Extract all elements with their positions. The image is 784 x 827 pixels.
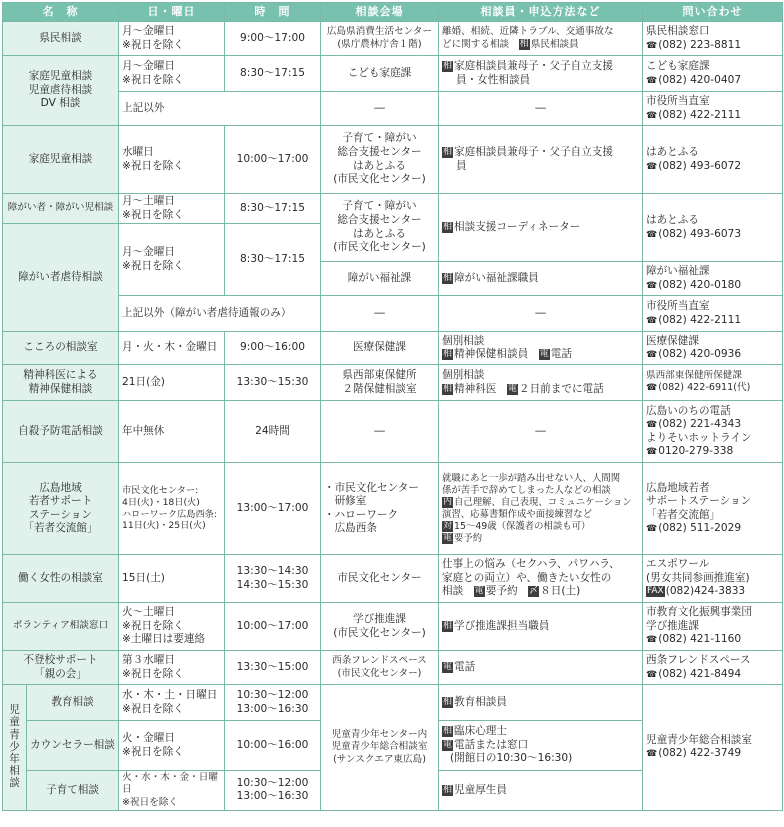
row-time: 10:30～12:00 13:00～16:30: [225, 771, 321, 811]
row-contact: エスポワール (男女共同参画推進室) FAX (082)424-3833: [643, 555, 783, 603]
header-date: 日・曜日: [119, 3, 225, 22]
row-date: 月～金曜日 ※祝日を除く: [119, 22, 225, 56]
row-venue: 障がい福祉課: [321, 262, 439, 296]
row-name: 障がい者・障がい児相談: [3, 194, 119, 224]
row-time: 10:30～12:00 13:00～16:30: [225, 685, 321, 721]
table-row: [3, 22, 783, 56]
row-contact: 県西部東保健所保健課 ☎(082) 422-6911(代): [643, 365, 783, 401]
row-venue: こども家庭課: [321, 56, 439, 92]
so-tag-icon: 相: [443, 696, 453, 707]
table-row: [3, 92, 783, 126]
so-tag-icon: 相: [443, 221, 453, 232]
den-tag-icon: 電: [443, 661, 453, 672]
row-contact: 広島地域若者 サポートステーション 「若者交流館」 ☎(082) 511-2029: [643, 463, 783, 555]
row-venue: 医療保健課: [321, 332, 439, 365]
row-venue: 西条フレンドスペース (市民文化センター): [321, 651, 439, 685]
row-name: カウンセラー相談: [27, 721, 119, 771]
row-contact: こども家庭課 ☎(082) 420-0407: [643, 56, 783, 92]
phone-icon: ☎: [646, 229, 658, 240]
phone-icon: ☎: [646, 350, 658, 361]
row-venue: ―: [321, 296, 439, 332]
row-contact: 県民相談窓口 ☎(082) 223-8811: [643, 22, 783, 56]
row-time: 13:30～15:00: [225, 651, 321, 685]
row-date: 年中無休: [119, 401, 225, 463]
table-row: [3, 296, 783, 332]
row-time: 9:00～17:00: [225, 22, 321, 56]
table-row: [3, 463, 783, 555]
row-name: 不登校サポート 「親の会」: [3, 651, 119, 685]
row-name: 子育て相談: [27, 771, 119, 811]
row-name: 働く女性の相談室: [3, 555, 119, 603]
row-name: 広島地域 若者サポート ステーション 「若者交流館」: [3, 463, 119, 555]
row-contact: 医療保健課 ☎(082) 420-0936: [643, 332, 783, 365]
row-name: 精神科医による 精神保健相談: [3, 365, 119, 401]
row-contact: 市役所当直室 ☎(082) 422-2111: [643, 92, 783, 126]
so-tag-icon: 相: [443, 146, 453, 157]
table-row: [3, 685, 783, 721]
row-venue: 市民文化センター: [321, 555, 439, 603]
row-time: 24時間: [225, 401, 321, 463]
row-staff: ―: [439, 92, 643, 126]
row-staff: 相 児童厚生員: [439, 771, 643, 811]
row-staff: 相 相談支援コーディネーター: [439, 194, 643, 262]
row-staff: 相 障がい福祉課職員: [439, 262, 643, 296]
phone-icon: ☎: [646, 161, 658, 172]
row-time: 8:30～17:15: [225, 56, 321, 92]
row-date: 月～金曜日 ※祝日を除く: [119, 224, 225, 296]
row-contact: 西条フレンドスペース ☎(082) 421-8494: [643, 651, 783, 685]
row-time: 9:00～16:00: [225, 332, 321, 365]
row-venue: ・市民文化センター 研修室 ・ハローワーク 広島西条: [321, 463, 439, 555]
row-contact: 市教育文化振興事業団 学び推進課 ☎(082) 421-1160: [643, 603, 783, 651]
row-time: 8:30～17:15: [225, 194, 321, 224]
row-contact: はあとふる ☎(082) 493-6073: [643, 194, 783, 262]
table-row: [3, 332, 783, 365]
row-date: 水・木・土・日曜日 ※祝日を除く: [119, 685, 225, 721]
row-name: 自殺予防電話相談: [3, 401, 119, 463]
nai-tag-icon: 内: [443, 496, 453, 507]
table-row: [3, 651, 783, 685]
den-tag-icon: 電: [443, 532, 453, 543]
table-row: [3, 126, 783, 194]
row-staff: 相 臨床心理士 電 電話または窓口 (開館日の10:30～16:30): [439, 721, 643, 771]
phone-icon: ☎: [646, 524, 658, 535]
table-row: [3, 401, 783, 463]
row-name: 障がい者虐待相談: [3, 224, 119, 332]
phone-icon: ☎: [646, 383, 658, 394]
row-venue: ―: [321, 92, 439, 126]
so-tag-icon: 相: [443, 784, 453, 795]
tai-tag-icon: 対: [443, 520, 453, 531]
row-venue: 県西部東保健所 ２階保健相談室: [321, 365, 439, 401]
row-date: 21日(金): [119, 365, 225, 401]
row-staff: 個別相談 相 精神科医 電 ２日前までに電話: [439, 365, 643, 401]
row-name: 県民相談: [3, 22, 119, 56]
row-staff: 離婚、相続、近隣トラブル、交通事故な どに関する相談 相 県民相談員: [439, 22, 643, 56]
row-venue: 子育て・障がい 総合支援センター はあとふる (市民文化センター): [321, 194, 439, 262]
so-tag-icon: 相: [443, 383, 453, 394]
row-contact: 児童青少年総合相談室 ☎(082) 422-3749: [643, 685, 783, 811]
row-staff: 相 家庭相談員兼母子・父子自立支援 員・女性相談員: [439, 56, 643, 92]
row-venue: 子育て・障がい 総合支援センター はあとふる (市民文化センター): [321, 126, 439, 194]
row-date: 月・火・木・金曜日: [119, 332, 225, 365]
phone-icon: ☎: [646, 420, 658, 431]
row-name: ボランティア相談窓口: [3, 603, 119, 651]
header-venue: 相談会場: [321, 3, 439, 22]
table-row: [3, 194, 783, 224]
so-tag-icon: 相: [443, 620, 453, 631]
table-row: [3, 56, 783, 92]
table-row: [3, 603, 783, 651]
row-staff: 個別相談 相 精神保健相談員 電 電話: [439, 332, 643, 365]
row-venue: ―: [321, 401, 439, 463]
row-time: 13:30～14:30 14:30～15:30: [225, 555, 321, 603]
phone-icon: ☎: [646, 749, 658, 760]
den-tag-icon: 電: [474, 586, 484, 597]
row-date: 第３水曜日 ※祝日を除く: [119, 651, 225, 685]
table-row: [3, 555, 783, 603]
row-time: 10:00～17:00: [225, 603, 321, 651]
row-date: 15日(土): [119, 555, 225, 603]
row-name: 家庭児童相談: [3, 126, 119, 194]
header-time: 時 間: [225, 3, 321, 22]
row-name: こころの相談室: [3, 332, 119, 365]
so-tag-icon: 相: [443, 272, 453, 283]
row-contact: 市役所当直室 ☎(082) 422-2111: [643, 296, 783, 332]
row-date: 月～土曜日 ※祝日を除く: [119, 194, 225, 224]
phone-icon: ☎: [646, 315, 658, 326]
shime-tag-icon: 〆: [529, 586, 539, 597]
row-time: 13:30～15:30: [225, 365, 321, 401]
row-time: 8:30～17:15: [225, 224, 321, 296]
row-date: 月～金曜日 ※祝日を除く: [119, 56, 225, 92]
row-name: 家庭児童相談 児童虐待相談 DV 相談: [3, 56, 119, 126]
phone-icon: ☎: [646, 635, 658, 646]
phone-icon: ☎: [646, 280, 658, 291]
row-date: 火～土曜日 ※祝日を除く ※土曜日は要連絡: [119, 603, 225, 651]
row-staff: 就職にあと一歩が踏み出せない人、人間関 係が苦手で辞めてしまった人などの相談 内 自己理解、自己表現、コミュニケーション 演習、応募書類作成や面接練習など 対 15～49歳（保護者の相談も可） 電 要予約: [439, 463, 643, 555]
row-time: 10:00～17:00: [225, 126, 321, 194]
row-staff: 電 電話: [439, 651, 643, 685]
row-venue: 学び推進課 (市民文化センター): [321, 603, 439, 651]
row-venue: 広島県消費生活センター (県庁農林庁舎１階): [321, 22, 439, 56]
row-time: 10:00～16:00: [225, 721, 321, 771]
row-contact: はあとふる ☎(082) 493-6072: [643, 126, 783, 194]
phone-icon: ☎: [646, 669, 658, 680]
phone-icon: ☎: [646, 110, 658, 121]
row-name: 教育相談: [27, 685, 119, 721]
so-tag-icon: 相: [519, 38, 529, 49]
row-date: 火・金曜日 ※祝日を除く: [119, 721, 225, 771]
group-label: 児童青少年相談: [3, 685, 27, 811]
header-contact: 問い合わせ: [643, 3, 783, 22]
so-tag-icon: 相: [443, 60, 453, 71]
table-header-row: [3, 3, 783, 22]
so-tag-icon: 相: [443, 726, 453, 737]
row-contact: 広島いのちの電話 ☎(082) 221-4343 よりそいホットライン ☎0120-279-338: [643, 401, 783, 463]
header-name: 名 称: [3, 3, 119, 22]
den-tag-icon: 電: [443, 739, 453, 750]
consultation-table: [2, 2, 783, 811]
row-date: 上記以外: [119, 92, 321, 126]
phone-icon: ☎: [646, 447, 658, 458]
phone-icon: ☎: [646, 75, 658, 86]
fax-tag-icon: FAX: [647, 586, 664, 597]
table-row: [3, 365, 783, 401]
row-staff: 仕事上の悩み（セクハラ、パワハラ、 家庭との両立）や、働きたい女性の 相談 電 要予約 〆 ８日(土): [439, 555, 643, 603]
row-date: 上記以外（障がい者虐待通報のみ）: [119, 296, 321, 332]
header-staff: 相談員・申込方法など: [439, 3, 643, 22]
den-tag-icon: 電: [507, 383, 517, 394]
row-staff: 相 教育相談員: [439, 685, 643, 721]
row-date: 火・水・木・金・日曜日 ※祝日を除く: [119, 771, 225, 811]
phone-icon: ☎: [646, 40, 658, 51]
row-staff: 相 家庭相談員兼母子・父子自立支援 員: [439, 126, 643, 194]
row-time: 13:00～17:00: [225, 463, 321, 555]
so-tag-icon: 相: [443, 349, 453, 360]
row-date: 水曜日 ※祝日を除く: [119, 126, 225, 194]
row-staff: 相 学び推進課担当職員: [439, 603, 643, 651]
row-staff: ―: [439, 401, 643, 463]
row-date: 市民文化センター: 4日(火)・18日(火) ハローワーク広島西条: 11日(火)・25日(火): [119, 463, 225, 555]
den-tag-icon: 電: [539, 349, 549, 360]
row-staff: ―: [439, 296, 643, 332]
row-venue: 児童青少年センター内 児童青少年総合相談室 (サンスクエア東広島): [321, 685, 439, 811]
row-contact: 障がい福祉課 ☎(082) 420-0180: [643, 262, 783, 296]
